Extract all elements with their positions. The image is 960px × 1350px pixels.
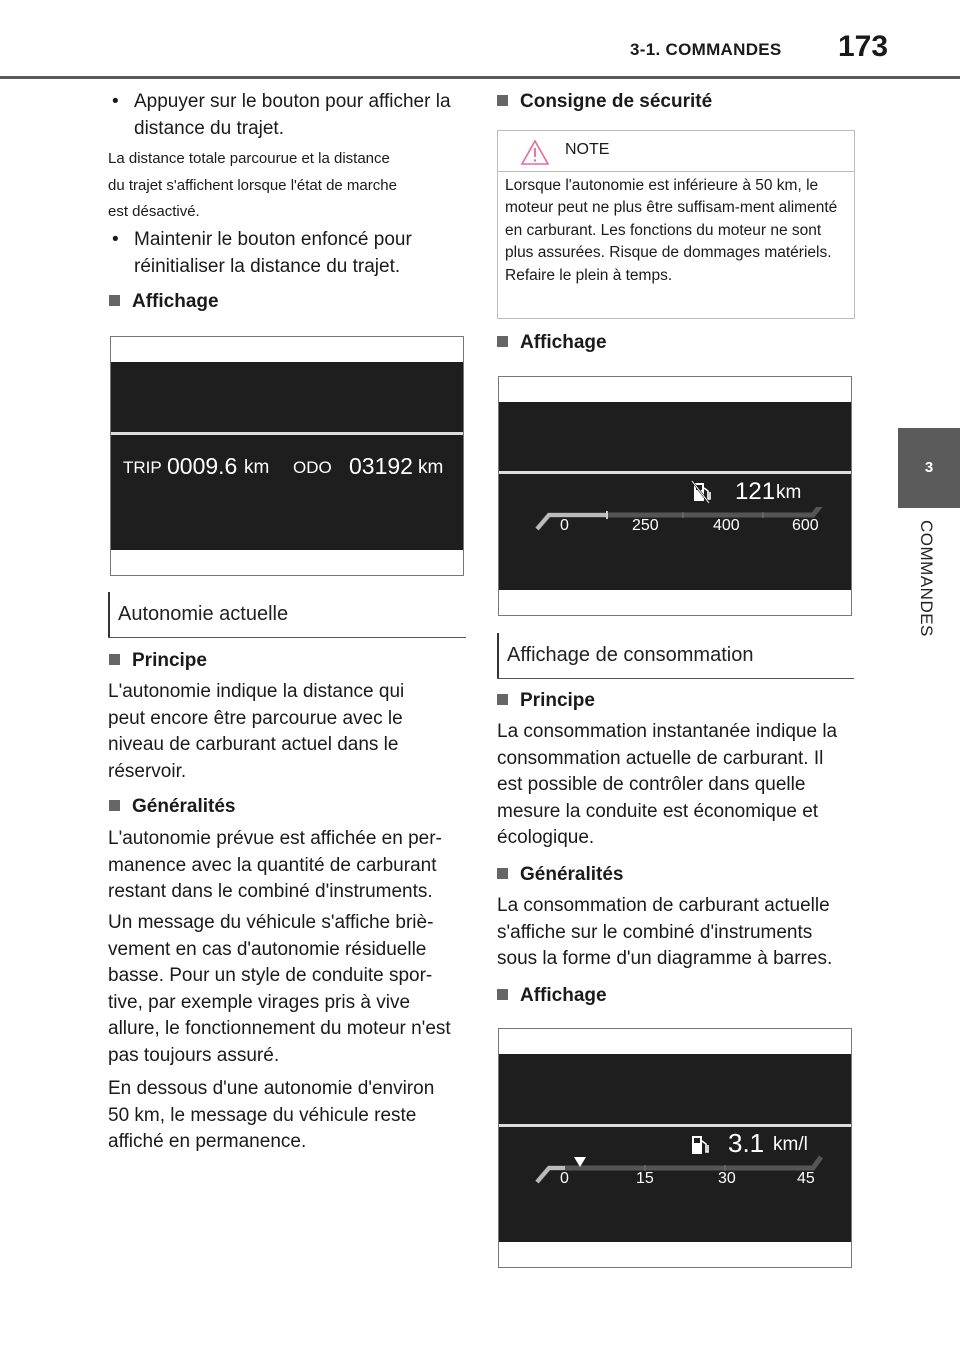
- screen-divider: [499, 1124, 851, 1127]
- generalites-paragraph-2: Un message du véhicule s'affiche briè-vement en cas d'autonomie résiduelle basse. Pour un style de conduite spor-tive, par exemple virages pris à vive allure, le fonctionnement du moteur n'est pas toujours assuré.: [108, 912, 451, 1066]
- figure-consumption: [498, 1028, 852, 1268]
- principe-paragraph: L'autonomie indique la distance qui peut encore être parcourue avec le niveau de carburant actuel dans le réservoir.: [108, 681, 405, 782]
- heading-square-icon: [497, 336, 508, 347]
- heading-affichage-range: [497, 332, 607, 354]
- range-scale-bar: [535, 507, 825, 531]
- consumption-scale-label: 45: [797, 1170, 815, 1187]
- heading-affichage-consumption: [497, 985, 607, 1007]
- range-unit: km: [776, 482, 802, 503]
- small-note-line: du trajet s'affichent lorsque l'état de marche: [108, 176, 397, 194]
- bullet-text: Maintenir le bouton enfoncé pour réinitialiser la distance du trajet.: [134, 229, 412, 277]
- page-number: 173: [838, 30, 889, 63]
- principe-right-paragraph: La consommation instantanée indique la consommation actuelle de carburant. Il est possible de contrôler dans quelle mesure la conduite est économique et écologique.: [497, 721, 838, 849]
- trip-label: TRIP: [123, 458, 162, 477]
- note-title: NOTE: [565, 141, 610, 158]
- heading-text: Principe: [132, 650, 207, 671]
- heading-square-icon: [497, 95, 508, 106]
- caption-bar: [108, 592, 110, 638]
- figure-trip-odo: [110, 336, 464, 576]
- caption-text: Affichage de consommation: [507, 644, 754, 666]
- chapter-label-text: COMMANDES: [917, 520, 936, 637]
- fuel-pump-icon: [689, 479, 715, 505]
- consumption-scale-label: 0: [560, 1170, 569, 1187]
- small-note: [108, 146, 458, 226]
- odo-value: 03192: [349, 453, 413, 479]
- heading-generalites: [109, 796, 236, 818]
- note-text: Lorsque l'autonomie est inférieure à 50 km, le moteur peut ne plus être suffisam-ment alimenté en carburant. Les fonctions du moteur ne sont plus assurées. Risque de dommages matériels. Refaire le plein à temps.: [505, 177, 838, 284]
- heading-generalites-right: [497, 864, 624, 886]
- bullet-reset-trip: [112, 227, 464, 280]
- heading-square-icon: [497, 868, 508, 879]
- odo-label: ODO: [293, 458, 332, 477]
- heading-affichage: [109, 291, 219, 313]
- consumption-scale-label: 15: [636, 1170, 654, 1187]
- heading-text: Généralités: [520, 864, 624, 885]
- heading-text: Principe: [520, 690, 595, 711]
- range-scale-label: 600: [792, 517, 819, 534]
- chapter-tab: 3: [898, 428, 960, 508]
- trip-unit: km: [244, 457, 270, 478]
- bullet-show-trip: [112, 89, 464, 142]
- cluster-screen: [499, 402, 851, 590]
- warning-triangle-icon: [520, 139, 550, 166]
- figure-range: [498, 376, 852, 616]
- heading-text: Consigne de sécurité: [520, 91, 713, 112]
- range-value: 121: [735, 478, 776, 505]
- screen-divider: [499, 471, 851, 474]
- caption-autonomie: [108, 592, 466, 638]
- trip-value: 0009.6: [167, 453, 238, 479]
- screen-divider: [111, 432, 463, 435]
- heading-text: Généralités: [132, 796, 236, 817]
- bullet-dot: •: [112, 91, 119, 112]
- heading-square-icon: [109, 295, 120, 306]
- consumption-value: 3.1: [728, 1128, 765, 1158]
- caption-rule: [497, 678, 854, 679]
- header-rule: [0, 76, 960, 79]
- heading-text: Affichage: [520, 332, 607, 353]
- range-scale-label: 400: [713, 517, 740, 534]
- chapter-tab-label: [898, 520, 960, 650]
- generalites-paragraph-3: En dessous d'une autonomie d'environ 50 km, le message du véhicule reste affiché en permanence.: [108, 1078, 435, 1153]
- consumption-scale-bar: [535, 1154, 825, 1184]
- caption-consommation: [497, 633, 854, 679]
- bullet-dot: •: [112, 229, 119, 250]
- heading-square-icon: [497, 989, 508, 1000]
- heading-square-icon: [109, 800, 120, 811]
- generalites-right-paragraph: La consommation de carburant actuelle s'affiche sur le combiné d'instruments sous la forme d'un diagramme à barres.: [497, 895, 833, 970]
- cluster-screen: [499, 1054, 851, 1242]
- heading-principe: [109, 650, 207, 672]
- range-scale-label: 0: [560, 517, 569, 534]
- heading-square-icon: [109, 654, 120, 665]
- caption-text: Autonomie actuelle: [118, 603, 289, 625]
- heading-text: Affichage: [132, 291, 219, 312]
- caption-rule: [108, 637, 466, 638]
- note-box: [497, 130, 855, 319]
- heading-principe-right: [497, 690, 595, 712]
- consumption-scale-label: 30: [718, 1170, 736, 1187]
- small-note-line: La distance totale parcourue et la distance: [108, 150, 390, 167]
- heading-consigne: [497, 91, 712, 113]
- section-title: 3-1. COMMANDES: [630, 40, 782, 59]
- odo-unit: km: [418, 457, 444, 478]
- generalites-paragraph-1: L'autonomie prévue est affichée en per-manence avec la quantité de carburant restant dans le combiné d'instruments.: [108, 828, 442, 903]
- heading-text: Affichage: [520, 985, 607, 1006]
- range-scale-label: 250: [632, 517, 659, 534]
- small-note-line: est désactivé.: [108, 203, 200, 220]
- bullet-text: Appuyer sur le bouton pour afficher la distance du trajet.: [134, 91, 451, 139]
- caption-bar: [497, 633, 499, 679]
- note-header: [498, 131, 854, 172]
- consumption-unit: km/l: [773, 1134, 808, 1155]
- cluster-screen: [111, 362, 463, 550]
- heading-square-icon: [497, 694, 508, 705]
